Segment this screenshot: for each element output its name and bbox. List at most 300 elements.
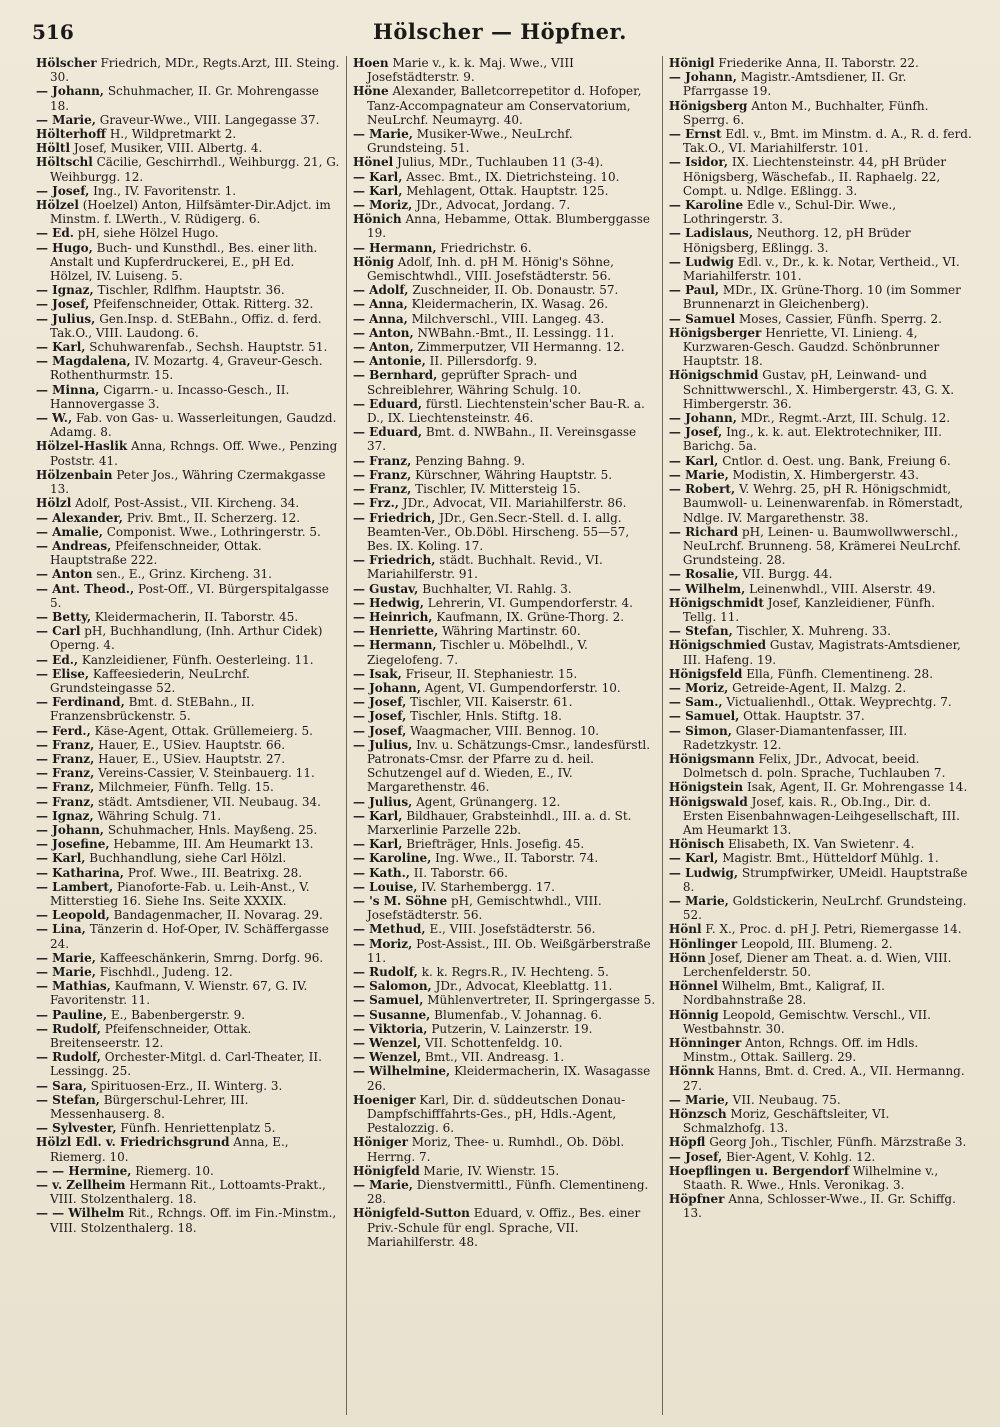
entry-details: pH, Buchhandlung, (Inh. Arthur Cidek) Operng. 4.: [50, 624, 323, 653]
entry-details: fürstl. Liechtenstein'scher Bau-R. a. D., IX. Liechtensteinstr. 46.: [366, 396, 645, 426]
entry-name: — — Hermine,: [36, 1163, 132, 1178]
entry-details: Bildhauer, Grabsteinhdl., III. a. d. St. Marxerlinie Parzelle 22b.: [366, 808, 632, 837]
entry-name: — Karl,: [36, 340, 86, 355]
entry-name: — Mathias,: [36, 979, 111, 994]
entry-name: — Julius,: [36, 311, 96, 326]
entry-details: Hanns, Bmt. d. Cred. A., VII. Hermanng. 27.: [682, 1064, 965, 1093]
entry-name: Hönich: [352, 212, 402, 227]
directory-entry: [353, 837, 656, 851]
entry-name: — Isak,: [352, 666, 402, 681]
directory-entry: [669, 411, 972, 425]
entry-details: Inv. u. Schätzungs-Cmsr., landesfürstl. Patronats-Cmsr. der Pfarre zu d. heil. Schutzengel auf d. Wieden, E., IV. Margarethenstr. 46.: [366, 737, 651, 795]
entry-details: Putzerin, V. Lainzerstr. 19.: [431, 1021, 593, 1036]
column-middle: [346, 56, 662, 1415]
entry-details: Leopold, III. Blumeng. 2.: [741, 936, 893, 951]
directory-entry: [353, 638, 656, 666]
entry-name: — Josefine,: [36, 837, 110, 852]
directory-entry: [353, 1064, 656, 1092]
directory-entry: [353, 624, 656, 638]
entry-name: Hönlinger: [668, 936, 738, 951]
entry-details: V. Wehrg. 25, pH R. Hönigschmidt, Baumwoll- u. Leinenwarenfab. in Römerstadt, Ndlge. IV. Margarethenstr. 38.: [682, 482, 964, 525]
directory-entry: [353, 1178, 656, 1206]
directory-entry: [353, 297, 656, 311]
entry-name: Hönn: [668, 950, 706, 965]
entry-details: Post-Assist., III. Ob. Weißgärberstraße 11.: [366, 936, 651, 965]
directory-entry: [669, 951, 972, 979]
entry-name: — Sara,: [36, 1078, 87, 1093]
directory-entry: [36, 439, 340, 467]
entry-name: — Frz.,: [352, 496, 399, 511]
entry-details: Spirituosen-Erz., II. Winterg. 3.: [90, 1078, 283, 1093]
directory-entry: [353, 84, 656, 127]
entry-name: Hönigl: [668, 56, 715, 70]
entry-name: — Hermann,: [352, 638, 437, 653]
directory-entry: [669, 567, 972, 581]
entry-details: Karl, Dir. d. süddeutschen Donau-Dampfschifffahrts-Ges., pH, Hdls.-Agent, Pestalozzig. 6.: [366, 1092, 626, 1136]
directory-entry: [669, 1008, 972, 1036]
entry-details: VII. Schottenfeldg. 10.: [425, 1036, 563, 1051]
directory-entry: [36, 127, 340, 141]
directory-entry: [36, 866, 340, 880]
entry-name: Hoepflingen u. Bergendorf: [668, 1163, 850, 1178]
entry-name: — Josef,: [352, 723, 407, 738]
entry-details: Anna, Hebamme, Ottak. Blumberggasse 19.: [366, 212, 650, 241]
entry-details: Adolf, Inh. d. pH M. Hönig's Söhne, Gemischtwhdl., VIII. Josefstädterstr. 56.: [366, 254, 614, 284]
entry-name: — Marie,: [668, 1092, 729, 1107]
directory-entry: [353, 667, 656, 681]
entry-name: Hönigfeld: [352, 1163, 420, 1178]
entry-name: — — Wilhelm: [36, 1206, 125, 1221]
directory-entry: [353, 866, 656, 880]
entry-name: — Karoline: [668, 198, 744, 213]
entry-details: Hebamme, III. Am Heumarkt 13.: [113, 837, 314, 852]
entry-name: — Karl,: [352, 183, 403, 198]
directory-entry: [669, 1164, 972, 1192]
entry-name: — Eduard,: [352, 425, 423, 440]
entry-details: Milchverschl., VIII. Langeg. 43.: [411, 311, 605, 326]
entry-name: Hönigsberger: [668, 325, 762, 340]
entry-name: — Ed.: [36, 226, 74, 241]
entry-details: Bmt. d. StEBahn., II. Franzensbrückenstr. 5.: [50, 695, 255, 724]
entry-name: — Samuel,: [352, 993, 424, 1008]
entry-details: Edl. v., Dr., k. k. Notar, Vertheid., VI. Mariahilferstr. 101.: [682, 254, 960, 284]
directory-entry: [353, 454, 656, 468]
directory-entry: [353, 241, 656, 255]
entry-details: Hermann Rit., Lottoamts-Prakt., VIII. Stolzenthalerg. 18.: [50, 1178, 326, 1207]
entry-details: Gen.Insp. d. StEBahn., Offiz. d. ferd. Tak.O., VIII. Laudong. 6.: [50, 311, 322, 340]
entry-details: Ottak. Hauptstr. 37.: [743, 709, 865, 724]
directory-entry: [36, 567, 340, 581]
entry-details: Julius, MDr., Tuchlauben 11 (3-4).: [397, 155, 604, 170]
entry-details: Marie, IV. Wienstr. 15.: [423, 1163, 560, 1178]
entry-name: Hönigfeld-Sutton: [352, 1206, 470, 1221]
directory-entry: [353, 979, 656, 993]
directory-entry: [36, 653, 340, 667]
entry-details: Mehlagent, Ottak. Hauptstr. 125.: [406, 183, 609, 198]
entry-details: Leopold, Gemischtw. Verschl., VII. Westbahnstr. 30.: [682, 1007, 931, 1036]
entry-details: Moses, Cassier, Fünfh. Sperrg. 2.: [738, 311, 942, 326]
entry-details: Riemerg. 10.: [135, 1163, 214, 1178]
entry-name: — Kath.,: [352, 865, 410, 880]
entry-details: Edl. v., Bmt. im Minstm. d. A., R. d. ferd. Tak.O., VI. Mariahilferstr. 101.: [682, 127, 972, 156]
entry-name: — Ant. Theod.,: [36, 581, 135, 596]
entry-details: Assec. Bmt., IX. Dietrichsteing. 10.: [406, 169, 620, 184]
directory-entry: [36, 724, 340, 738]
entry-details: Cigarrn.- u. Incasso-Gesch., II. Hannovergasse 3.: [50, 382, 290, 411]
directory-entry: [353, 511, 656, 554]
entry-details: Tischler, IV. Mittersteig 15.: [415, 482, 581, 497]
entry-name: — Hermann,: [352, 240, 437, 255]
entry-details: Josef, Diener am Theat. a. d. Wien, VIII. Lerchenfelderstr. 50.: [682, 950, 952, 979]
entry-name: — Richard: [668, 524, 739, 539]
entry-details: Tischler u. Möbelhdl., V. Ziegelofeng. 7.: [366, 638, 588, 667]
entry-details: Friedrichstr. 6.: [440, 240, 532, 255]
entry-name: — Josef,: [352, 695, 407, 710]
directory-entry: [36, 198, 340, 226]
directory-entry: [353, 283, 656, 297]
entry-details: Strumpfwirker, UMeidl. Hauptstraße 8.: [682, 865, 968, 894]
entry-name: — Susanne,: [352, 1007, 431, 1022]
entry-name: — Gustav,: [352, 581, 419, 596]
entry-details: Orchester-Mitgl. d. Carl-Theater, II. Lessingg. 25.: [50, 1050, 322, 1079]
directory-entry: [353, 354, 656, 368]
entry-details: Friseur, II. Stephaniestr. 15.: [405, 666, 578, 681]
entry-name: Hönigschmid: [668, 368, 759, 383]
entry-name: — Johann,: [36, 822, 104, 837]
entry-name: Höltschl: [36, 155, 93, 170]
entry-details: Zimmerputzer, VII Hermanng. 12.: [417, 340, 625, 355]
entry-name: — Simon,: [668, 723, 732, 738]
entry-details: Pianoforte-Fab. u. Leih-Anst., V. Mitterstieg 16. Siehe Ins. Seite XXXIX.: [50, 879, 310, 908]
entry-details: pH, Leinen- u. Baumwollwwerschl., NeuLrchf. Brunneng. 58, Krämerei NeuLrchf. Grundsteing. 28.: [682, 524, 961, 568]
entry-name: — Ignaz,: [36, 808, 94, 823]
entry-name: — 's M. Söhne: [352, 893, 448, 908]
entry-name: — Wilhelm,: [668, 581, 746, 596]
entry-details: Magistr. Bmt., Hütteldorf Mühlg. 1.: [722, 851, 939, 866]
entry-name: — Marie,: [36, 950, 96, 965]
directory-entry: [669, 326, 972, 369]
directory-entry: [669, 56, 972, 70]
directory-entry: [36, 908, 340, 922]
directory-entry: [353, 1206, 656, 1249]
directory-entry: [353, 681, 656, 695]
entry-details: MDr., Regmt.-Arzt, III. Schulg. 12.: [740, 411, 951, 426]
directory-entry: [36, 624, 340, 652]
directory-entry: [669, 1064, 972, 1092]
directory-entry: [353, 809, 656, 837]
entry-details: VII. Neubaug. 75.: [732, 1092, 841, 1107]
entry-name: Hönigswald: [668, 794, 748, 809]
directory-entry: [669, 709, 972, 723]
directory-entry: [36, 738, 340, 752]
entry-details: Anna, Schlosser-Wwe., II. Gr. Schiffg. 13.: [682, 1192, 956, 1221]
directory-entry: [669, 752, 972, 780]
entry-details: Kaufmann, IX. Grüne-Thorg. 2.: [436, 609, 625, 624]
entry-details: Bier-Agent, V. Kohlg. 12.: [726, 1149, 876, 1164]
entry-name: — Lina,: [36, 922, 86, 937]
entry-name: — Eduard,: [352, 396, 423, 411]
entry-name: — Isidor,: [668, 155, 729, 170]
directory-entry: [36, 922, 340, 950]
directory-entry: [669, 312, 972, 326]
directory-entry: [36, 795, 340, 809]
directory-entry: [36, 951, 340, 965]
entry-details: F. X., Proc. d. pH J. Petri, Riemergasse 14.: [705, 922, 962, 937]
entry-name: — Amalie,: [36, 524, 103, 539]
directory-entry: [353, 56, 656, 84]
entry-name: Höltl: [36, 141, 71, 156]
directory-entry: [353, 170, 656, 184]
directory-entry: [36, 1008, 340, 1022]
entry-name: Hönisch: [668, 837, 725, 852]
entry-details: VII. Burgg. 44.: [742, 567, 833, 582]
entry-details: Leinenwhdl., VIII. Alserstr. 49.: [749, 581, 936, 596]
directory-entry: [353, 368, 656, 396]
entry-name: — Adolf,: [352, 283, 409, 298]
entry-name: — Hugo,: [36, 240, 93, 255]
directory-entry: [36, 965, 340, 979]
entry-details: Schuhwarenfab., Sechsh. Hauptstr. 51.: [89, 340, 328, 355]
entry-name: — Paul,: [668, 283, 720, 298]
directory-entry: [36, 56, 340, 84]
entry-name: — Anna,: [352, 311, 408, 326]
directory-entry: [353, 1036, 656, 1050]
directory-entry: [36, 1093, 340, 1121]
entry-details: Tischler, VII. Kaiserstr. 61.: [410, 695, 573, 710]
directory-entry: [353, 482, 656, 496]
directory-entry: [353, 468, 656, 482]
directory-entry: [669, 795, 972, 838]
directory-entry: [669, 582, 972, 596]
directory-entry: [36, 1050, 340, 1078]
entry-name: — Johann,: [352, 680, 421, 695]
directory-entry: [36, 525, 340, 539]
entry-name: Hoeniger: [352, 1092, 416, 1107]
entry-details: Kaffeeschänkerin, Smrng. Dorfg. 96.: [99, 950, 324, 965]
entry-name: Höpfner: [668, 1192, 725, 1207]
entry-name: — Moriz,: [352, 936, 413, 951]
entry-name: — Magdalena,: [36, 354, 131, 369]
entry-name: — Franz,: [36, 794, 95, 809]
entry-name: Hönigsberg: [668, 98, 748, 113]
directory-entry: [669, 226, 972, 254]
directory-entry: [669, 1135, 972, 1149]
entry-details: Hauer, E., USiev. Hauptstr. 27.: [98, 751, 286, 766]
directory-entry: [353, 738, 656, 795]
directory-entry: [669, 198, 972, 226]
directory-entry: [353, 1093, 656, 1136]
directory-entry: [669, 127, 972, 155]
entry-details: Ing., k. k. aut. Elektrotechniker, III. Barichg. 5a.: [682, 425, 942, 454]
entry-name: — Henriette,: [352, 624, 439, 639]
entry-name: — Josef,: [352, 709, 407, 724]
entry-name: — Elise,: [36, 666, 90, 681]
entry-details: IV. Mozartg. 4, Graveur-Gesch. Rothenthurmstr. 15.: [50, 354, 323, 383]
entry-details: Blumenfab., V. Johannag. 6.: [434, 1007, 602, 1022]
entry-details: Tänzerin d. Hof-Oper, IV. Schäffergasse 24.: [50, 922, 329, 951]
entry-details: Pfeifenschneider, Ottak. Ritterg. 32.: [93, 297, 314, 312]
entry-name: — Pauline,: [36, 1007, 108, 1022]
entry-details: Moriz, Thee- u. Rumhdl., Ob. Döbl. Herrng. 7.: [366, 1135, 625, 1164]
entry-name: Hölzl Edl. v. Friedrichsgrund: [36, 1135, 230, 1150]
directory-entry: [353, 127, 656, 155]
directory-entry: [36, 354, 340, 382]
directory-entry: [669, 724, 972, 752]
entry-details: k. k. Regrs.R., IV. Hechteng. 5.: [421, 965, 609, 979]
entry-details: Pfeifenschneider, Ottak. Hauptstraße 222.: [50, 538, 262, 568]
entry-details: Anna, E., Riemerg. 10.: [50, 1135, 289, 1164]
entry-details: Schuhmacher, II. Gr. Mohrengasse 18.: [50, 84, 319, 113]
directory-entry: [36, 511, 340, 525]
entry-details: JDr., Advocat, VII. Mariahilferstr. 86.: [402, 496, 627, 511]
entry-name: — Samuel,: [668, 709, 740, 724]
entry-details: IX. Liechtensteinstr. 44, pH Brüder Hönigsberg, Wäschefab., II. Raphaelg. 22, Compt. u. Ndlge. Eßlingg. 3.: [682, 155, 947, 198]
entry-details: Prof. Wwe., III. Beatrixg. 28.: [127, 865, 303, 880]
entry-name: — Samuel: [668, 311, 736, 326]
entry-details: Graveur-Wwe., VIII. Langegasse 37.: [99, 112, 320, 127]
entry-name: — Viktoria,: [352, 1021, 428, 1036]
entry-name: — Josef,: [668, 425, 723, 440]
directory-entry: [36, 383, 340, 411]
entry-name: — Minna,: [36, 382, 100, 397]
directory-entry: [36, 837, 340, 851]
entry-name: — Anton,: [352, 325, 414, 340]
directory-entry: [36, 312, 340, 340]
entry-name: — Methud,: [352, 922, 426, 937]
directory-columns: [30, 56, 978, 1415]
directory-entry: [36, 141, 340, 155]
entry-details: Währing Martinstr. 60.: [442, 624, 581, 639]
directory-entry: [669, 482, 972, 525]
page-header: [28, 18, 972, 48]
page-number: 516: [32, 20, 74, 44]
entry-details: H., Wildpretmarkt 2.: [109, 127, 237, 142]
entry-name: — Marie,: [352, 1178, 413, 1193]
directory-entry: [36, 496, 340, 510]
entry-name: Hölzl: [36, 496, 72, 511]
entry-name: — Josef,: [36, 183, 90, 198]
entry-name: Höne: [352, 84, 389, 99]
entry-details: Zuschneider, II. Ob. Donaustr. 57.: [412, 283, 619, 298]
entry-name: — Johann,: [668, 70, 737, 85]
entry-details: Victualienhdl., Ottak. Weyprechtg. 7.: [726, 695, 952, 710]
directory-entry: [353, 1164, 656, 1178]
entry-details: JDr., Advocat, Jordang. 7.: [416, 198, 571, 213]
entry-details: Pfeifenschneider, Ottak. Breitenseerstr. 12.: [50, 1021, 252, 1051]
directory-entry: [36, 1079, 340, 1093]
entry-name: — Karl,: [352, 169, 403, 184]
entry-details: Agent, Grünangerg. 12.: [416, 794, 561, 809]
entry-details: (Hoelzel) Anton, Hilfsämter-Dir.Adjct. im Minstm. f. LWerth., V. Rüdigerg. 6.: [50, 198, 331, 227]
entry-details: Marie v., k. k. Maj. Wwe., VIII Josefstädterstr. 9.: [366, 56, 574, 85]
entry-name: Hölscher: [36, 56, 97, 70]
directory-entry: [353, 425, 656, 453]
entry-details: Wilhelm, Bmt., Kaligraf, II. Nordbahnstraße 28.: [682, 979, 885, 1008]
entry-name: Hönl: [668, 922, 702, 937]
entry-details: Lehrerin, VI. Gumpendorferstr. 4.: [427, 595, 633, 610]
directory-entry: [669, 851, 972, 865]
entry-name: — Andreas,: [36, 538, 112, 553]
directory-entry: [353, 198, 656, 212]
directory-entry: [353, 993, 656, 1007]
entry-name: Hölterhoff: [36, 127, 106, 142]
directory-entry: [669, 1093, 972, 1107]
entry-details: Kaufmann, V. Wienstr. 67, G. IV. Favoritenstr. 11.: [50, 979, 308, 1008]
entry-details: Josef, Musiker, VIII. Albertg. 4.: [73, 141, 263, 156]
entry-name: — v. Zellheim: [36, 1178, 126, 1193]
directory-entry: [669, 681, 972, 695]
entry-details: Mühlenvertreter, II. Springergasse 5.: [427, 993, 656, 1008]
entry-name: Hönninger: [668, 1036, 742, 1051]
entry-details: E., VIII. Josefstädterstr. 56.: [429, 922, 596, 937]
entry-name: Hönzsch: [668, 1107, 727, 1122]
entry-name: — Franz,: [352, 482, 412, 497]
entry-name: — Franz,: [352, 453, 412, 468]
directory-entry: [669, 99, 972, 127]
directory-entry: [669, 596, 972, 624]
entry-details: Ing. Wwe., II. Taborstr. 74.: [435, 851, 599, 866]
entry-details: Anton M., Buchhalter, Fünfh. Sperrg. 6.: [682, 98, 929, 127]
entry-name: — Ferdinand,: [36, 695, 125, 710]
entry-name: Hönigschmied: [668, 638, 766, 653]
entry-name: — Sylvester,: [36, 1121, 117, 1136]
entry-name: — Marie,: [668, 893, 729, 908]
entry-name: — Rudolf,: [36, 1021, 101, 1036]
directory-entry: [353, 155, 656, 169]
entry-name: — Moriz,: [352, 198, 413, 213]
entry-details: Währing Schulg. 71.: [97, 808, 222, 823]
entry-name: Höpfl: [668, 1135, 706, 1150]
entry-name: — Katharina,: [36, 865, 124, 880]
entry-name: — Heinrich,: [352, 609, 433, 624]
entry-name: Hölzel-Haslik: [36, 439, 128, 454]
directory-entry: [669, 425, 972, 453]
running-title: Hölscher — Höpfner.: [373, 19, 627, 44]
entry-name: Höniger: [352, 1135, 408, 1150]
directory-entry: [36, 539, 340, 567]
entry-details: Bürgerschul-Lehrer, III. Messenhauserg. 8.: [50, 1092, 249, 1122]
entry-details: Fab. von Gas- u. Wasserleitungen, Gaudzd. Adamg. 8.: [50, 411, 337, 440]
entry-name: — Marie,: [36, 965, 96, 979]
entry-details: Buchhalter, VI. Rahlg. 3.: [422, 581, 572, 596]
directory-entry: [669, 922, 972, 936]
directory-entry: [669, 894, 972, 922]
entry-name: — Julius,: [352, 737, 413, 752]
entry-details: Modistin, X. Himbergerstr. 43.: [732, 467, 919, 482]
entry-name: — Josef,: [36, 297, 90, 312]
directory-entry: [36, 468, 340, 496]
entry-name: Hönigschmidt: [668, 595, 764, 610]
entry-name: — Marie,: [36, 112, 96, 127]
entry-name: — Lambert,: [36, 879, 114, 894]
entry-details: Moriz, Geschäftsleiter, VI. Schmalzhofg. 13.: [682, 1107, 890, 1136]
entry-details: E., Babenbergerstr. 9.: [110, 1007, 246, 1022]
entry-name: — Ludwig: [668, 254, 734, 269]
entry-details: geprüfter Sprach- und Schreiblehrer, Währing Schulg. 10.: [366, 368, 582, 397]
entry-name: — Karl,: [36, 851, 86, 866]
entry-details: Kürschner, Währing Hauptstr. 5.: [415, 467, 613, 482]
entry-details: JDr., Advocat, Kleeblattg. 11.: [435, 979, 613, 994]
entry-details: Priv. Bmt., II. Scherzerg. 12.: [126, 510, 301, 525]
entry-details: Friedrich, MDr., Regts.Arzt, III. Steing. 30.: [50, 56, 340, 85]
directory-entry: [353, 937, 656, 965]
entry-details: II. Taborstr. 66.: [413, 865, 508, 880]
directory-entry: [353, 1135, 656, 1163]
entry-name: — Ed.,: [36, 652, 79, 667]
entry-name: Hönigsfeld: [668, 666, 743, 681]
entry-details: Wilhelmine v., Staath. R. Wwe., Hnls. Veronikag. 3.: [682, 1163, 939, 1193]
entry-details: Post-Off., VI. Bürgerspitalgasse 5.: [50, 581, 329, 610]
